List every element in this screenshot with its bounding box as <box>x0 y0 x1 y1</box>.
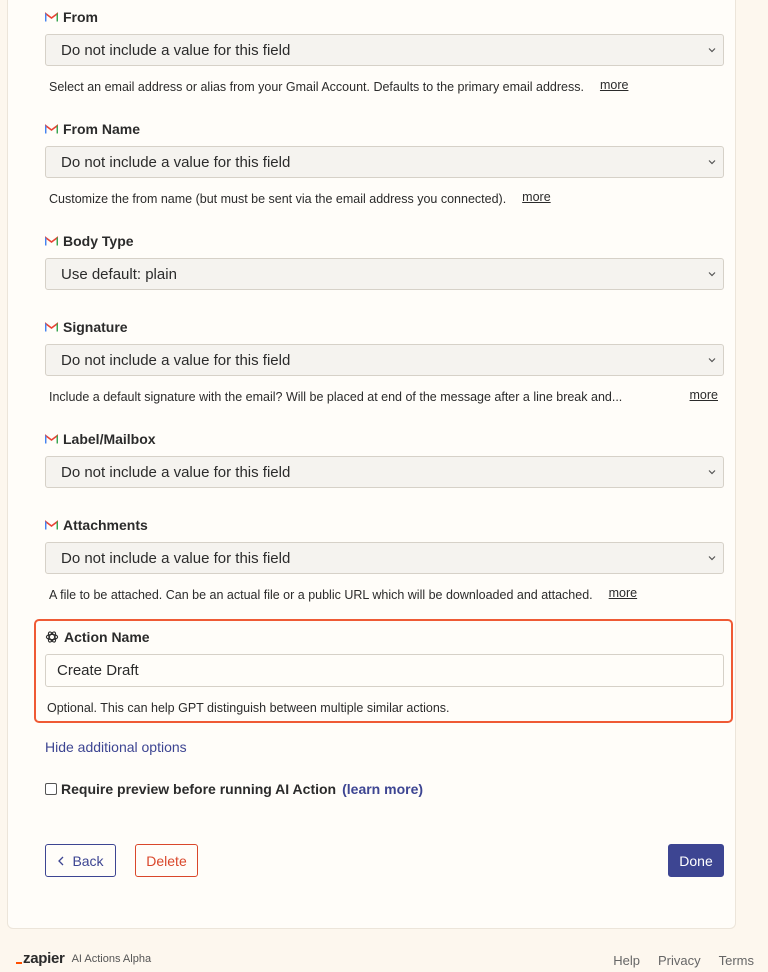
zapier-logo[interactable] <box>16 950 65 967</box>
help-text: Select an email address or alias from your Gmail Account. Defaults to the primary email address. <box>49 80 584 94</box>
chevron-down-icon <box>707 269 717 279</box>
select-value: Do not include a value for this field <box>61 549 291 567</box>
done-label: Done <box>679 852 713 869</box>
footer-brand <box>16 950 151 967</box>
chevron-down-icon <box>707 553 717 563</box>
more-link[interactable]: more <box>599 78 629 92</box>
footer-tagline: AI Actions Alpha <box>71 952 152 965</box>
logo-text: zapier <box>23 950 65 967</box>
learn-more-link[interactable]: (learn more) <box>342 781 424 797</box>
field-action-name <box>45 628 724 715</box>
body-type-select[interactable] <box>45 258 724 290</box>
field-label <box>45 8 724 26</box>
logo-bar <box>16 962 22 964</box>
field-label <box>45 232 724 250</box>
field-help <box>45 80 724 94</box>
field-label <box>45 628 724 646</box>
attachments-select[interactable] <box>45 542 724 574</box>
field-help <box>45 701 724 715</box>
require-preview-checkbox[interactable] <box>45 783 57 795</box>
field-help <box>45 588 724 602</box>
field-label-text: Label/Mailbox <box>63 431 156 447</box>
field-label-text: Action Name <box>64 629 150 645</box>
select-value: Do not include a value for this field <box>61 41 291 59</box>
field-label-mailbox <box>45 430 724 488</box>
gmail-icon <box>45 520 58 530</box>
gmail-icon <box>45 236 58 246</box>
footer-link-privacy[interactable]: Privacy <box>657 953 701 968</box>
select-value: Use default: plain <box>61 265 177 283</box>
done-button[interactable] <box>668 844 724 877</box>
chevron-down-icon <box>707 467 717 477</box>
gmail-icon <box>45 434 58 444</box>
field-from <box>45 8 724 94</box>
field-label <box>45 318 724 336</box>
gmail-icon <box>45 322 58 332</box>
field-help <box>45 390 724 404</box>
help-text: Include a default signature with the email? Will be placed at end of the message after a line break and... <box>49 390 623 404</box>
more-link[interactable]: more <box>522 190 551 204</box>
footer-link-terms[interactable]: Terms <box>718 953 754 968</box>
field-label-text: Attachments <box>63 517 148 533</box>
select-value: Do not include a value for this field <box>61 351 291 369</box>
field-from-name <box>45 120 724 206</box>
gmail-icon <box>45 12 58 22</box>
field-body-type <box>45 232 724 290</box>
chevron-down-icon <box>707 157 717 167</box>
chevron-down-icon <box>707 355 717 365</box>
delete-label: Delete <box>146 852 187 869</box>
help-text: Customize the from name (but must be sent via the email address you connected). <box>49 192 507 206</box>
field-attachments <box>45 516 724 602</box>
chevron-left-icon <box>57 856 65 866</box>
back-button[interactable] <box>45 844 116 877</box>
footer-links <box>613 953 754 968</box>
select-value: Do not include a value for this field <box>61 463 291 481</box>
input-value: Create Draft <box>57 662 139 679</box>
chevron-down-icon <box>707 45 717 55</box>
hide-additional-options-link[interactable]: Hide additional options <box>45 739 187 755</box>
require-preview-label: Require preview before running AI Action <box>61 781 337 797</box>
field-label-text: Signature <box>63 319 128 335</box>
delete-button[interactable] <box>135 844 198 877</box>
field-signature <box>45 318 724 404</box>
signature-select[interactable] <box>45 344 724 376</box>
from-select[interactable] <box>45 34 724 66</box>
more-link[interactable]: more <box>608 586 638 600</box>
field-help <box>45 192 724 206</box>
field-label <box>45 430 724 448</box>
back-label: Back <box>72 852 104 869</box>
from-name-select[interactable] <box>45 146 724 178</box>
openai-icon <box>45 630 59 644</box>
require-preview-row <box>45 781 423 797</box>
label-mailbox-select[interactable] <box>45 456 724 488</box>
help-text: A file to be attached. Can be an actual file or a public URL which will be downloaded and attached. <box>49 588 593 602</box>
footer-link-help[interactable]: Help <box>613 953 640 968</box>
field-label-text: From <box>63 9 98 25</box>
more-link[interactable]: more <box>689 388 718 402</box>
action-name-input[interactable] <box>45 654 724 687</box>
select-value: Do not include a value for this field <box>61 153 291 171</box>
gmail-icon <box>45 124 58 134</box>
field-label-text: From Name <box>63 121 141 137</box>
help-text: Optional. This can help GPT distinguish between multiple similar actions. <box>47 701 450 715</box>
field-label <box>45 516 724 534</box>
field-label-text: Body Type <box>63 233 134 249</box>
field-label <box>45 120 724 138</box>
